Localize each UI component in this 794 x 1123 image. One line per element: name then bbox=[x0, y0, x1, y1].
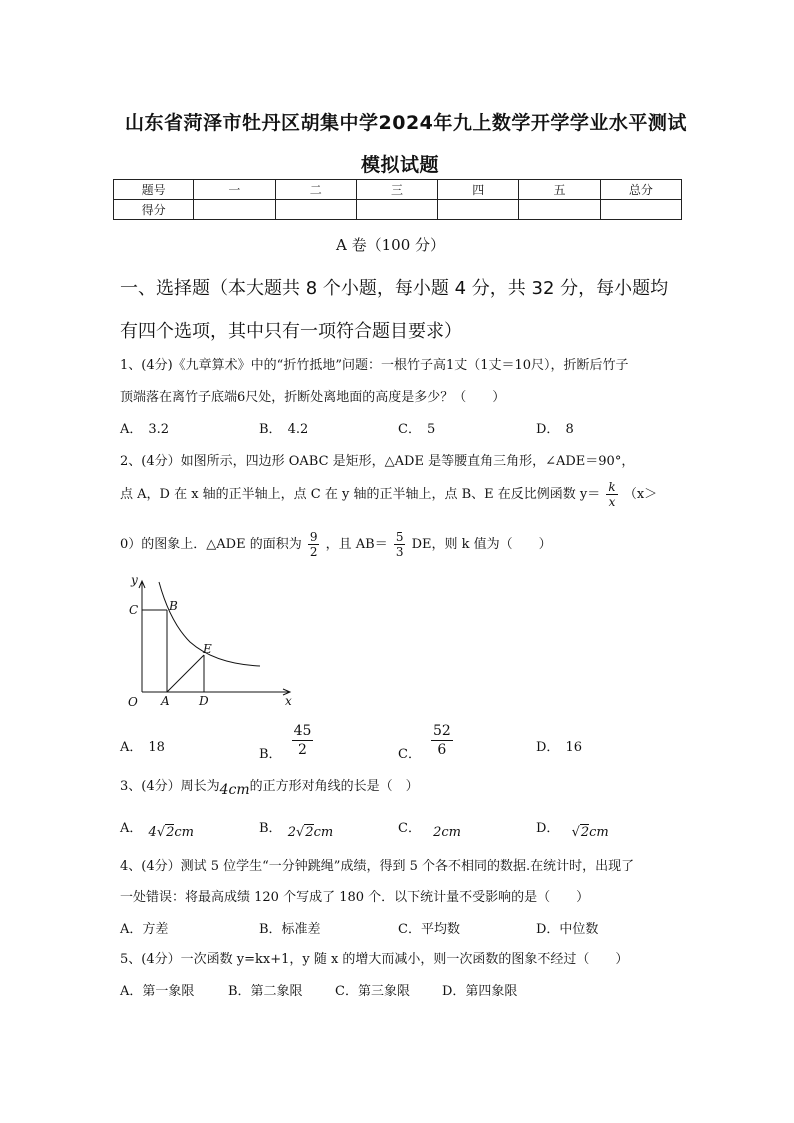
q3-option-b[interactable] bbox=[259, 817, 334, 840]
question-3-text bbox=[120, 775, 419, 798]
question-2-text: 2、(4分）如图所示，四边形 OABC 是矩形，△ADE 是等腰直角三角形，∠ADE＝90°， bbox=[120, 454, 635, 469]
q1-option-c[interactable] bbox=[398, 418, 435, 437]
option-value: 2√2cm bbox=[287, 825, 334, 840]
option-label: A． bbox=[120, 740, 143, 755]
fraction-denominator: 2 bbox=[309, 545, 318, 559]
q2-option-b[interactable] bbox=[259, 722, 315, 762]
fraction-numerator: k bbox=[608, 480, 616, 494]
option-value: √2cm bbox=[571, 825, 609, 840]
table-cell: 四 bbox=[438, 180, 519, 200]
option-label: D． bbox=[536, 422, 560, 437]
question-2-text-line2 bbox=[120, 480, 657, 509]
q1-option-b[interactable] bbox=[259, 418, 308, 437]
fraction-area bbox=[308, 530, 320, 559]
q3-option-d[interactable] bbox=[536, 817, 609, 840]
paper-a-heading: A 卷（100 分） bbox=[336, 236, 445, 254]
text-segment: 0）的图象上．△ADE 的面积为 bbox=[120, 537, 302, 552]
fraction-denominator: 2 bbox=[298, 742, 307, 758]
option-label: A． bbox=[120, 821, 143, 836]
option-label: B． bbox=[259, 747, 282, 762]
label-o: O bbox=[128, 695, 138, 709]
question-2-figure bbox=[115, 572, 300, 712]
question-4-text-line2: 一处错误：将最高成绩 120 个写成了 180 个．以下统计量不受影响的是（ ） bbox=[120, 890, 590, 905]
q4-option-d[interactable]: D．中位数 bbox=[536, 922, 599, 937]
score-table-score-row bbox=[114, 200, 682, 220]
table-cell: 题号 bbox=[114, 180, 194, 200]
table-cell: 得分 bbox=[114, 200, 194, 220]
score-input-cell[interactable] bbox=[356, 200, 437, 220]
score-input-cell[interactable] bbox=[275, 200, 356, 220]
option-value: 5 bbox=[426, 422, 436, 437]
unit: cm bbox=[589, 825, 609, 840]
question-4-text: 4、(4分）测试 5 位学生“一分钟跳绳”成绩，得到 5 个各不相同的数据.在统计时，出现了 bbox=[120, 859, 635, 874]
text-segment: 点 A，D 在 x 轴的正半轴上，点 C 在 y 轴的正半轴上，点 B、E 在反比例函数 y＝ bbox=[120, 487, 601, 502]
option-label: D． bbox=[536, 740, 560, 755]
option-value: 8 bbox=[565, 422, 574, 437]
option-value: 18 bbox=[148, 740, 165, 755]
q5-option-a[interactable]: A．第一象限 bbox=[120, 984, 195, 999]
fraction-denominator: 6 bbox=[437, 742, 447, 758]
option-label: C． bbox=[398, 747, 421, 762]
text-segment: 3、(4分）周长为 bbox=[120, 779, 220, 794]
fraction-numerator: 9 bbox=[309, 530, 318, 544]
fraction-numerator: 45 bbox=[293, 723, 312, 739]
table-cell: 三 bbox=[356, 180, 437, 200]
option-label: C． bbox=[398, 422, 421, 437]
text-segment: （x＞ bbox=[623, 487, 658, 502]
option-fraction bbox=[431, 722, 453, 759]
option-value: 4√2cm bbox=[148, 825, 194, 840]
option-label: B． bbox=[259, 422, 282, 437]
perimeter-value: 4cm bbox=[219, 782, 250, 798]
text-segment: 的正方形对角线的长是（ ） bbox=[249, 779, 419, 794]
fraction-k-over-x bbox=[606, 480, 617, 509]
q5-option-c[interactable]: C．第三象限 bbox=[335, 984, 410, 999]
label-c: C bbox=[129, 603, 139, 617]
q5-option-d[interactable]: D．第四象限 bbox=[442, 984, 518, 999]
radicand: 2 bbox=[580, 825, 590, 840]
coefficient: 4 bbox=[148, 825, 157, 840]
q5-option-b[interactable]: B．第二象限 bbox=[228, 984, 303, 999]
option-label: A． bbox=[120, 422, 143, 437]
q4-option-c[interactable]: C．平均数 bbox=[398, 922, 460, 937]
table-cell: 二 bbox=[275, 180, 356, 200]
question-2-text-line3 bbox=[120, 530, 552, 559]
label-y: y bbox=[131, 573, 138, 587]
section-heading: 一、选择题（本大题共 8 个小题，每小题 4 分，共 32 分，每小题均 bbox=[120, 278, 669, 299]
q2-option-c[interactable] bbox=[398, 722, 455, 762]
question-1-text-line2: 顶端落在离竹子底端6尺处，折断处离地面的高度是多少？（ ） bbox=[120, 390, 506, 405]
option-value: 3.2 bbox=[148, 422, 170, 437]
segment-ae bbox=[167, 655, 204, 692]
label-x: x bbox=[285, 694, 292, 708]
option-value: 4.2 bbox=[287, 422, 309, 437]
score-input-cell[interactable] bbox=[438, 200, 519, 220]
table-cell: 五 bbox=[519, 180, 600, 200]
fraction-ab bbox=[394, 530, 406, 559]
unit: cm bbox=[313, 825, 334, 840]
option-label: C． bbox=[398, 821, 421, 836]
label-e: E bbox=[203, 642, 212, 656]
page-title: 山东省菏泽市牡丹区胡集中学2024年九上数学开学学业水平测试 bbox=[125, 112, 687, 134]
fraction-denominator: x bbox=[608, 495, 616, 509]
score-input-cell[interactable] bbox=[519, 200, 600, 220]
table-cell: 一 bbox=[194, 180, 275, 200]
option-label: B． bbox=[259, 821, 282, 836]
unit: cm bbox=[174, 825, 194, 840]
q1-option-a[interactable] bbox=[120, 418, 169, 437]
question-5-text: 5、(4分）一次函数 y=kx+1，y 随 x 的增大而减小，则一次函数的图象不经过（ ） bbox=[120, 952, 629, 967]
option-value: 16 bbox=[565, 740, 582, 755]
section-heading-line2: 有四个选项，其中只有一项符合题目要求） bbox=[120, 321, 462, 342]
label-a: A bbox=[161, 694, 170, 708]
page-title-line2: 模拟试题 bbox=[361, 154, 440, 176]
coefficient: 2 bbox=[287, 825, 296, 840]
option-fraction bbox=[292, 722, 314, 759]
score-table-header-row bbox=[114, 180, 682, 200]
label-b: B bbox=[169, 599, 178, 613]
q4-option-b[interactable]: B．标准差 bbox=[259, 922, 321, 937]
text-segment: DE，则 k 值为（ ） bbox=[411, 537, 552, 552]
question-1-text: 1、(4分)《九章算术》中的“折竹抵地”问题：一根竹子高1丈（1丈＝10尺），折断后竹子 bbox=[120, 358, 629, 373]
q2-option-d[interactable] bbox=[536, 736, 582, 755]
score-table bbox=[113, 179, 682, 220]
label-d: D bbox=[199, 694, 209, 708]
option-label: D． bbox=[536, 821, 560, 836]
q1-option-d[interactable] bbox=[536, 418, 574, 437]
text-segment: ，且 AB＝ bbox=[325, 537, 388, 552]
option-value: 2cm bbox=[433, 825, 461, 840]
score-input-cell[interactable] bbox=[194, 200, 275, 220]
q2-option-a[interactable] bbox=[120, 736, 165, 755]
fraction-numerator: 5 bbox=[395, 530, 404, 544]
fraction-numerator: 52 bbox=[432, 723, 451, 739]
q3-option-a[interactable] bbox=[120, 817, 194, 840]
fraction-denominator: 3 bbox=[395, 545, 404, 559]
q4-option-a[interactable]: A．方差 bbox=[120, 922, 169, 937]
q3-option-c[interactable] bbox=[398, 817, 461, 840]
radicand: 2 bbox=[305, 825, 314, 840]
table-cell: 总分 bbox=[600, 180, 681, 200]
radicand: 2 bbox=[166, 825, 175, 840]
score-input-cell[interactable] bbox=[600, 200, 681, 220]
